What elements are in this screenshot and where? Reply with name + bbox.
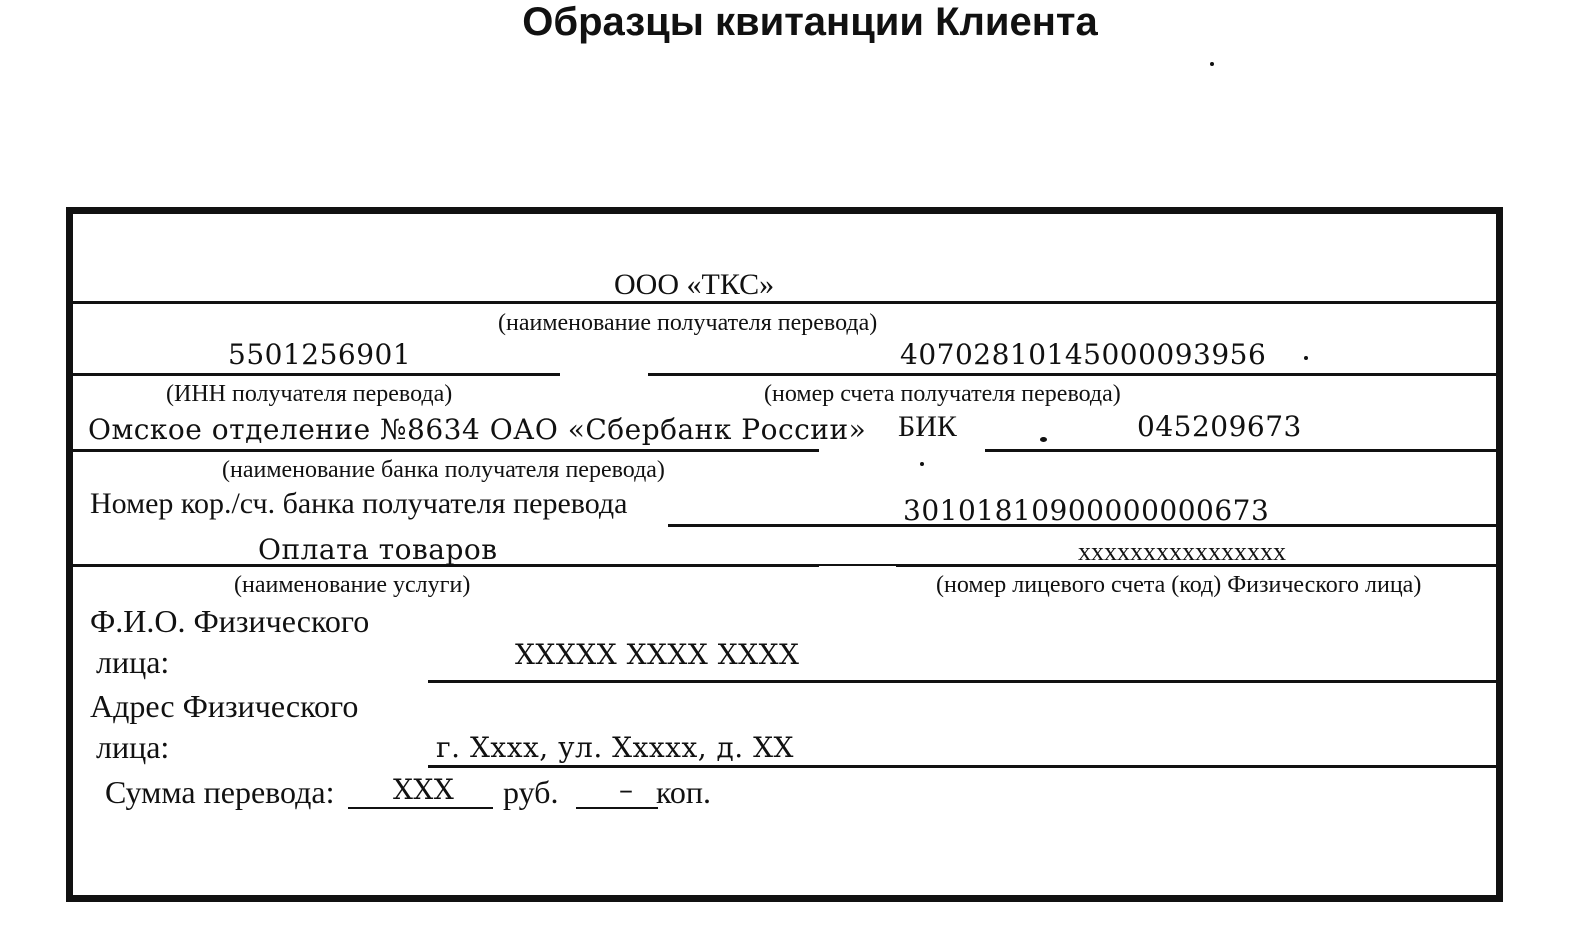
service-caption: (наименование услуги) [234,572,471,598]
bik-value: 045209673 [1137,410,1302,443]
service-row-divider [819,564,896,566]
address-label-line1: Адрес Физического [90,688,359,724]
amount-label: Сумма перевода: [105,774,335,810]
amount-kop-value: – [619,773,634,806]
bank-name-line [73,449,819,452]
bank-name-caption: (наименование банка получателя перевода) [222,457,665,483]
corr-account-value: 30101810900000000673 [903,494,1270,527]
account-value: 40702810145000093956 [900,338,1267,371]
inn-caption: (ИНН получателя перевода) [166,381,453,407]
account-line [648,373,1496,376]
personal-account-line [896,564,1496,567]
page-title: Образцы квитанции Клиента [522,0,1098,44]
scan-speck [1304,356,1308,360]
address-value: г. Xxxx, ул. Xxxxx, д. XX [436,731,794,764]
address-label-line2: лица: [96,729,170,765]
corr-account-label: Номер кор./сч. банка получателя перевода [90,487,628,520]
inn-line [73,373,560,376]
amount-rub-value: XXX [393,773,455,806]
amount-kop-line [576,807,658,809]
rub-label: руб. [503,774,559,810]
bik-label: БИК [898,410,957,443]
fio-value: XXXXX XXXX XXXX [515,638,800,671]
account-caption: (номер счета получателя перевода) [764,381,1121,407]
scan-speck [1040,437,1047,442]
recipient-name-line [73,301,1496,304]
address-line [428,765,1496,768]
personal-account-caption: (номер лицевого счета (код) Физического лица) [936,572,1422,598]
bik-line [985,449,1496,452]
bank-name-value: Омское отделение №8634 ОАО «Сбербанк России» [88,413,867,446]
corr-account-line [668,524,1496,527]
service-line [73,564,819,567]
fio-label-line1: Ф.И.О. Физического [90,603,370,639]
amount-rub-line [348,807,493,809]
fio-label-line2: лица: [96,644,170,680]
scan-speck [1210,62,1214,66]
recipient-name-caption: (наименование получателя перевода) [498,310,878,336]
fio-line [428,680,1496,683]
personal-account-value: xxxxxxxxxxxxxxxx [1078,537,1286,566]
kop-label: коп. [656,774,712,810]
service-value: Оплата товаров [258,533,498,566]
recipient-name: ООО «ТКС» [614,268,775,301]
scan-speck [920,462,924,466]
inn-value: 5501256901 [228,338,412,371]
